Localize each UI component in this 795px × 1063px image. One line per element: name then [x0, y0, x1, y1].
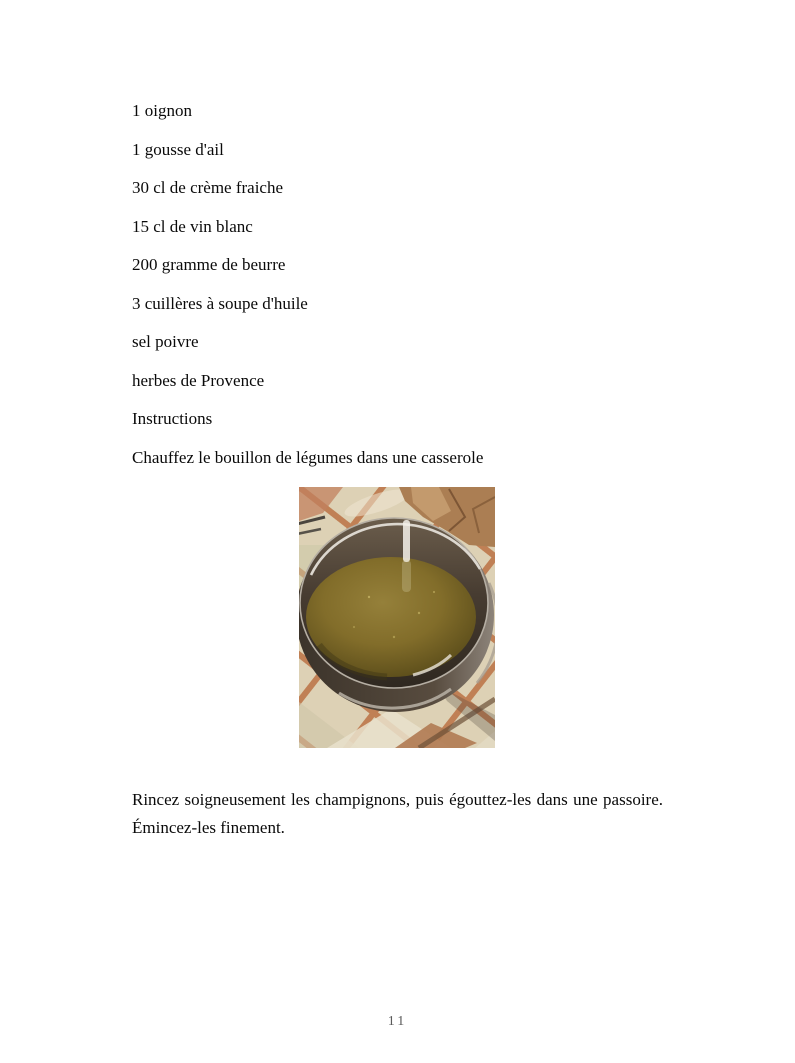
ingredient-line: sel poivre: [132, 332, 199, 351]
broth-fleck: [353, 626, 355, 628]
ingredient-line: 15 cl de vin blanc: [132, 216, 253, 236]
ingredient-line: 30 cl de crème fraiche: [132, 178, 284, 197]
instruction-paragraph: Rincez soigneusement les champignons, puis égouttez-les dans une passoire. Émincez-les finement.: [132, 790, 663, 837]
ingredient-line: 1 oignon: [132, 101, 192, 120]
ingredient-line: 3 cuillères à soupe d'huile: [132, 293, 308, 313]
broth-fleck: [418, 612, 420, 614]
broth-fleck: [433, 591, 435, 593]
broth-pot-photo-svg: [299, 487, 495, 748]
ingredient-line: herbes de Provence: [132, 370, 265, 390]
instructions-heading: Instructions: [132, 409, 213, 428]
ingredient-line: 200 gramme de beurre: [132, 255, 286, 274]
instruction-step: Chauffez le bouillon de légumes dans une casserole: [132, 447, 484, 467]
broth-fleck: [368, 596, 370, 598]
ingredient-line: 1 gousse d'ail: [132, 139, 224, 159]
broth-pot-photo: [299, 487, 495, 748]
recipe-text-block: [132, 101, 672, 486]
page-number: 11: [387, 1014, 408, 1029]
broth-fleck: [393, 636, 395, 638]
wall-light-streak: [403, 520, 410, 562]
broth-light-streak: [402, 560, 411, 592]
